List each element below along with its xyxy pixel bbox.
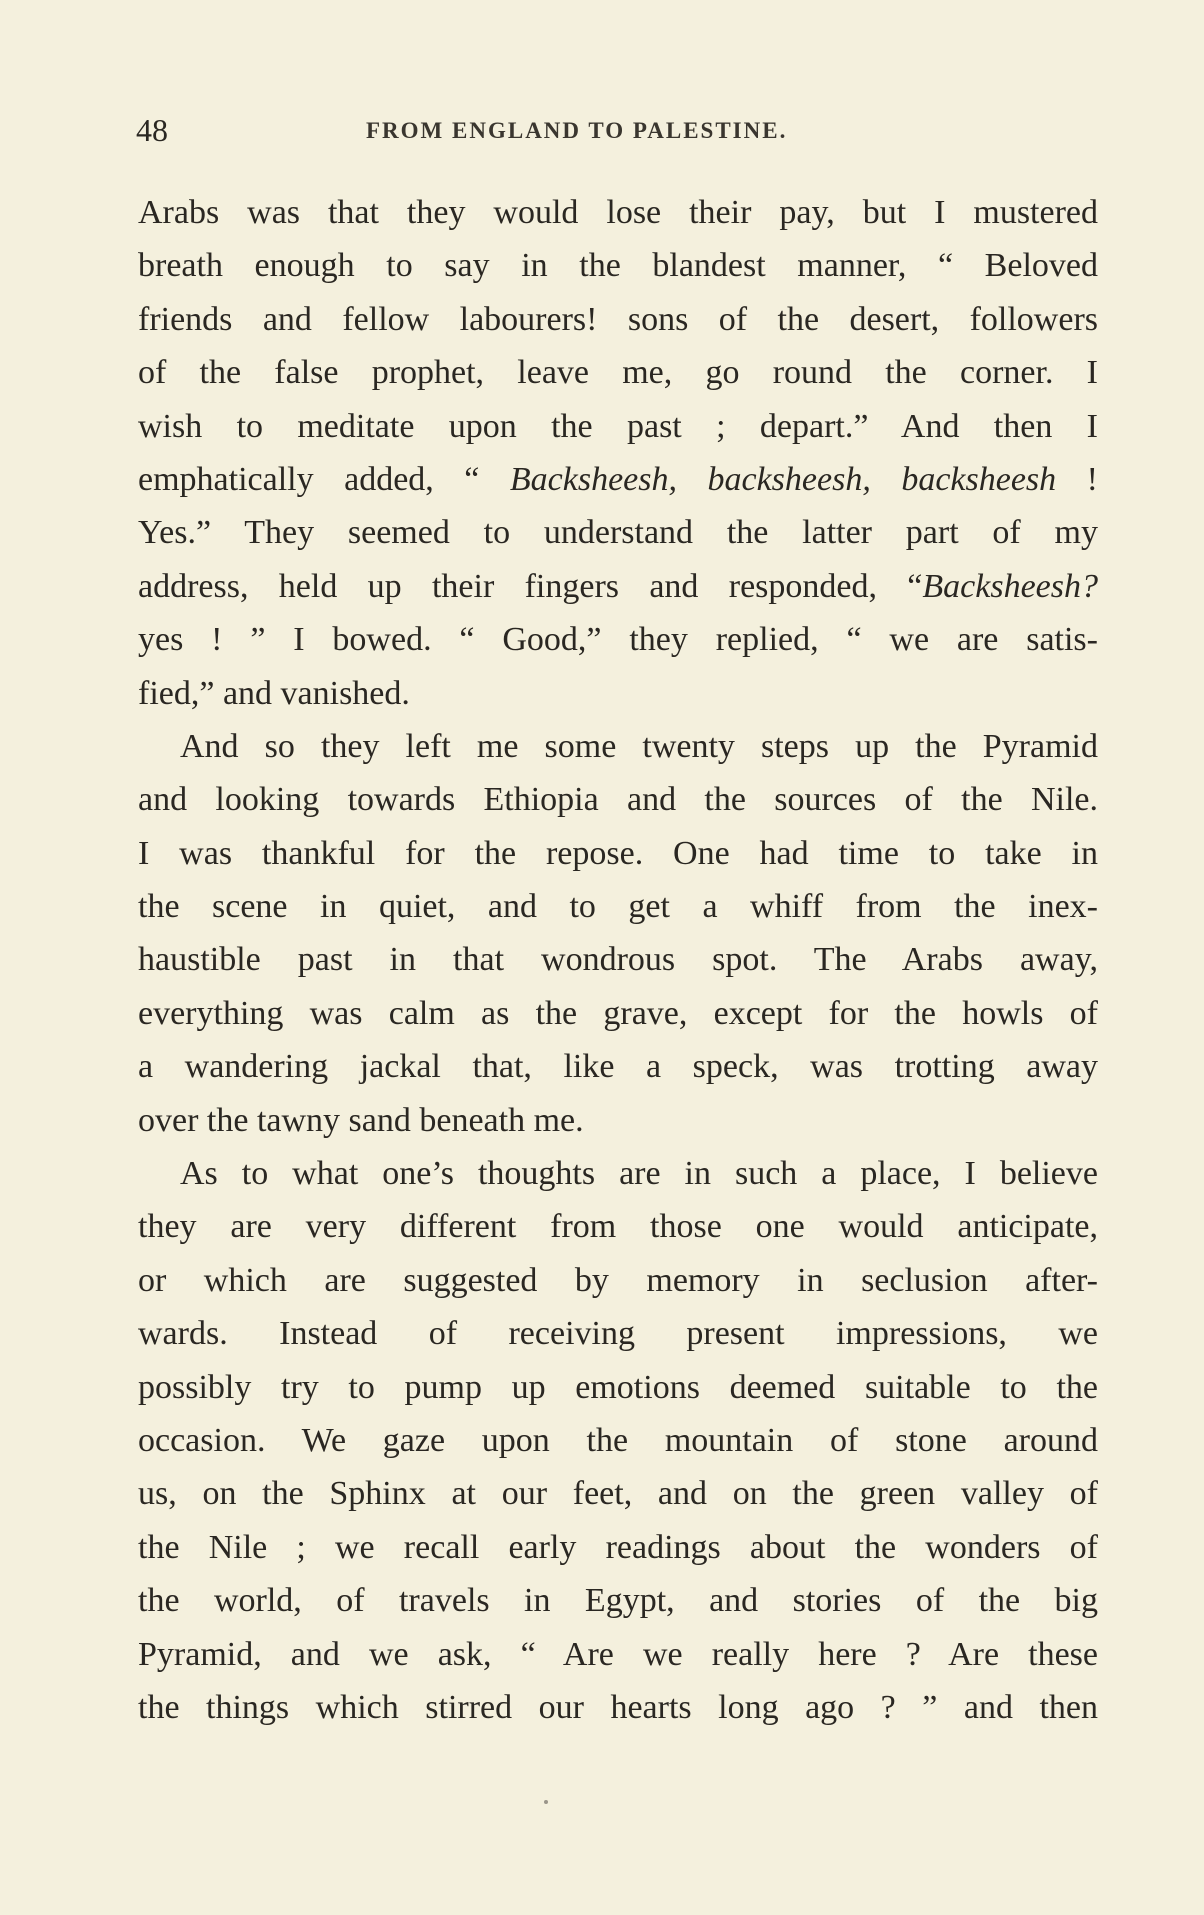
text-segment: or which are suggested by memory in seclusion after- [138,1261,1098,1299]
italic-text: Backsheesh, backsheesh, backsheesh [509,460,1057,498]
text-segment: address, held up their fingers and responded, “ [138,567,923,605]
text-segment: Pyramid, and we ask, “ Are we really here ? Are these [138,1635,1098,1673]
text-segment: of the false prophet, leave me, go round the corner. I [138,354,1098,392]
text-line [138,293,1098,346]
text-line [138,453,1098,506]
text-line [138,667,1098,720]
text-line [138,720,1098,773]
text-segment: wards. Instead of receiving present impressions, we [138,1315,1098,1353]
text-segment: a wandering jackal that, like a speck, was trotting away [138,1048,1098,1086]
text-segment: As to what one’s thoughts are in such a place, I believe [180,1155,1098,1193]
text-segment: breath enough to say in the blandest manner, “ Beloved [138,247,1098,285]
text-segment: the world, of travels in Egypt, and stories of the big [138,1582,1098,1620]
text-line [138,186,1098,239]
text-line [138,1521,1098,1574]
text-segment: Arabs was that they would lose their pay, but I mustered [138,194,1098,231]
text-segment: the scene in quiet, and to get a whiff from the inex- [138,888,1098,926]
text-line [138,987,1098,1040]
scan-speck [544,1800,548,1804]
text-segment: the things which stirred our hearts long ago ? ” and then [138,1688,1098,1726]
text-segment: occasion. We gaze upon the mountain of stone around [138,1421,1098,1459]
text-line [138,1307,1098,1360]
text-segment: And so they left me some twenty steps up the Pyramid [180,727,1098,765]
text-line [138,239,1098,292]
page-body-text [138,186,1098,1734]
text-line [138,506,1098,559]
text-segment: yes ! ” I bowed. “ Good,” they replied, “ we are satis- [138,621,1098,659]
running-title: FROM ENGLAND TO PALESTINE. [366,118,788,143]
text-line [138,560,1098,613]
text-segment: I was thankful for the repose. One had time to take in [138,834,1098,872]
text-line [138,1414,1098,1467]
text-segment: friends and fellow labourers! sons of the desert, followers [138,300,1098,338]
text-segment: Yes.” They seemed to understand the latter part of my [138,514,1098,552]
text-segment: haustible past in that wondrous spot. The Arabs away, [138,941,1098,979]
text-segment: ! [1056,460,1098,498]
text-line [138,400,1098,453]
text-line [138,1574,1098,1627]
text-line [138,1147,1098,1200]
text-line [138,613,1098,666]
text-segment: emphatically added, “ [138,460,510,498]
text-line [138,773,1098,826]
running-header [136,112,1098,152]
italic-text: Backsheesh? [922,567,1098,605]
text-segment: us, on the Sphinx at our feet, and on the green valley of [138,1475,1098,1513]
text-line [138,1467,1098,1520]
text-line [138,933,1098,986]
text-line [138,1361,1098,1414]
text-segment: over the tawny sand beneath me. [138,1101,584,1139]
page-number: 48 [136,112,168,148]
text-line [138,1200,1098,1253]
text-line [138,1681,1098,1734]
text-line [138,1040,1098,1093]
text-line [138,880,1098,933]
text-line [138,827,1098,880]
text-line [138,346,1098,399]
text-segment: fied,” and vanished. [138,674,410,712]
text-segment: and looking towards Ethiopia and the sources of the Nile. [138,781,1098,819]
text-segment: the Nile ; we recall early readings about the wonders of [138,1528,1098,1566]
text-line [138,1628,1098,1681]
text-segment: everything was calm as the grave, except for the howls of [138,994,1098,1032]
text-line [138,1094,1098,1147]
text-segment: they are very different from those one would anticipate, [138,1208,1098,1246]
text-line [138,1254,1098,1307]
text-segment: wish to meditate upon the past ; depart.” And then I [138,407,1098,445]
text-segment: possibly try to pump up emotions deemed suitable to the [138,1368,1098,1406]
